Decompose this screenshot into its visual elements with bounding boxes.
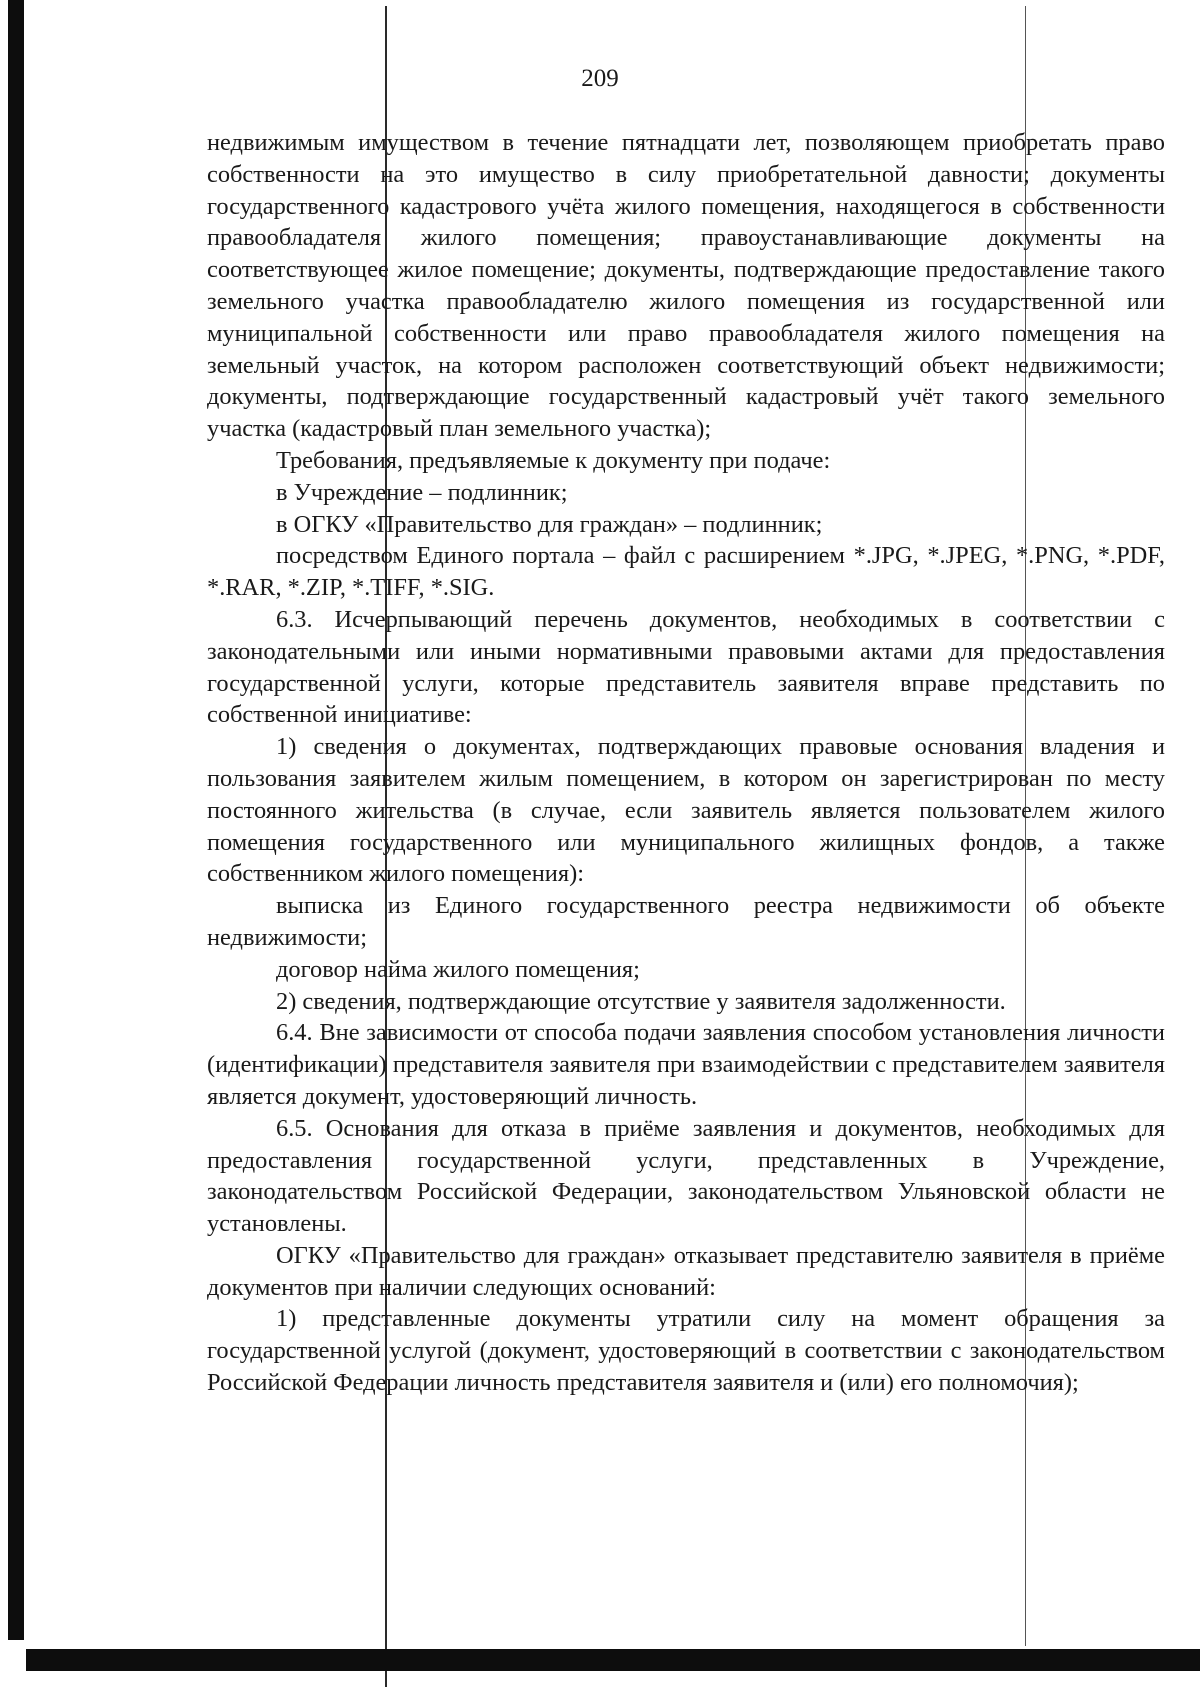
paragraph-ogku-original: в ОГКУ «Правительство для граждан» – подлинник; (276, 510, 823, 538)
paragraph-6-3: 6.3. Исчерпывающий перечень документов, необходимых в соответствии с законодательными или иными нормативными правовыми актами для предоставления государственной услуги, которые представитель заявителя вправе представить по собственной инициативе: (207, 605, 1165, 729)
paragraph-institution-original: в Учреждение – подлинник; (276, 478, 568, 506)
scan-left-border (8, 0, 24, 1640)
paragraph-6-3-item-1: 1) сведения о документах, подтверждающих правовые основания владения и пользования заявителем жилым помещением, в котором он зарегистрирован по месту постоянного жительства (в случае, если заявитель является пользователем жилого помещения государственного или муниципального жилищных фондов, а также собственником жилого помещения): (207, 733, 1165, 888)
paragraph-registry-extract: выписка из Единого государственного реестра недвижимости об объекте недвижимости; (207, 892, 1165, 951)
paragraph-ogku-refusal: ОГКУ «Правительство для граждан» отказывает представителю заявителя в приёме документов при наличии следующих оснований: (207, 1241, 1165, 1301)
paragraph-6-5: 6.5. Основания для отказа в приёме заявления и документов, необходимых для предоставления государственной услуги, представленных в Учреждение, законодательством Российской Федерации, законодательством Ульяновской области не установлены. (207, 1114, 1165, 1238)
paragraph-requirements: Требования, предъявляемые к документу при подаче: (276, 446, 831, 474)
paragraph-lease-agreement: договор найма жилого помещения; (276, 955, 640, 983)
paragraph-6-4: 6.4. Вне зависимости от способа подачи заявления способом установления личности (идентификации) представителя заявителя при взаимодействии с представителем заявителя является документ, удостоверяющий личность. (207, 1019, 1165, 1110)
paragraph-documents-list: недвижимым имуществом в течение пятнадцати лет, позволяющем приобретать право собственности на это имущество в силу приобретательной давности; документы государственного кадастрового учёта жилого помещения, находящегося в собственности правообладателя жилого помещения; правоустанавливающие документы на соответствующее жилое помещение; документы, подтверждающие предоставление такого земельного участка правообладателю жилого помещения из государственной или муниципальной собственности или право правообладателя жилого помещения на земельный участок, на котором расположен соответствующий объект недвижимости; документы, подтверждающие государственный кадастровый учёт такого земельного участка (кадастровый план земельного участка); (207, 129, 1165, 443)
paragraph-portal-file: посредством Единого портала – файл с расширением *.JPG, *.JPEG, *.PNG, *.PDF, *.RAR, *.ZIP, *.TIFF, *.SIG. (207, 542, 1165, 602)
page-number: 209 (581, 65, 619, 92)
paragraph-refusal-item-1: 1) представленные документы утратили силу на момент обращения за государственной услугой (документ, удостоверяющий в соответствии с законодательством Российской Федерации личность представителя заявителя и (или) его полномочия); (207, 1305, 1165, 1397)
scan-bottom-border (26, 1649, 1200, 1671)
paragraph-6-3-item-2: 2) сведения, подтверждающие отсутствие у заявителя задолженности. (276, 987, 1006, 1015)
document-body (207, 127, 1165, 1399)
